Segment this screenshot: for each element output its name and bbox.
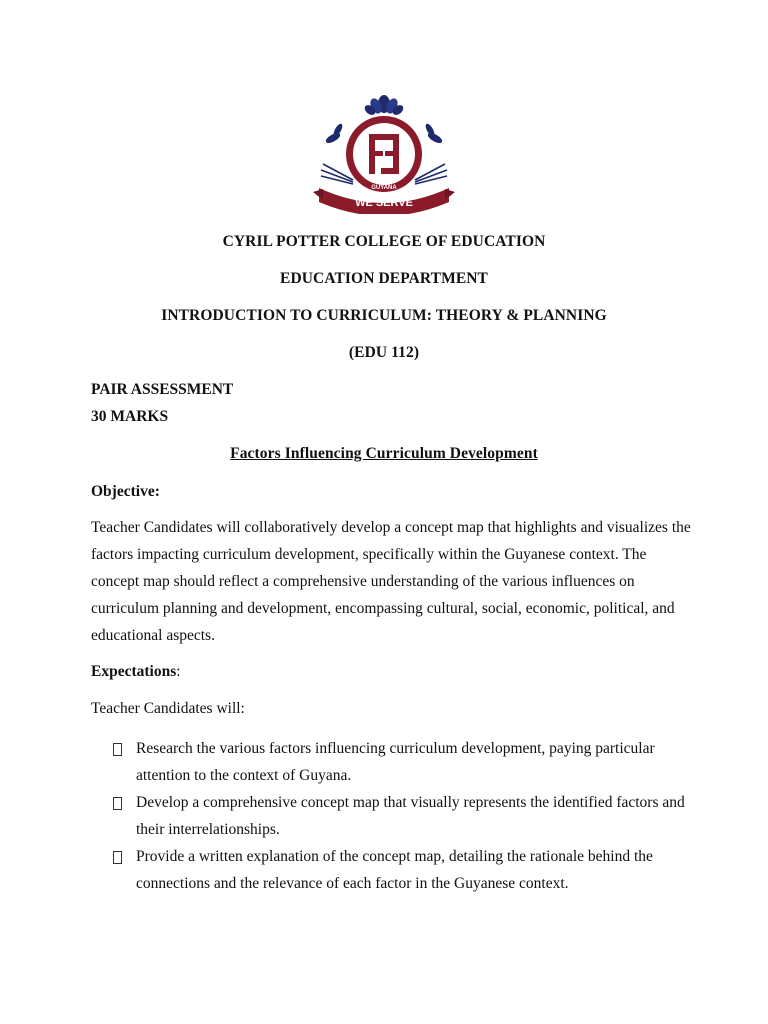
list-item: Research the various factors influencing curriculum development, paying particular attention to the context of Guyana. (112, 735, 692, 789)
list-item: Provide a written explanation of the concept map, detailing the rationale behind the connections and the relevance of each factor in the Guyanese context. (112, 843, 692, 897)
assessment-marks: 30 MARKS (91, 408, 169, 425)
expectations-heading: Expectations: (91, 663, 181, 680)
department-name: EDUCATION DEPARTMENT (280, 270, 488, 287)
document-title: Factors Influencing Curriculum Development (230, 445, 538, 462)
objective-line: Teacher Candidates will collaboratively develop a concept map that highlights and visualizes the (91, 519, 691, 536)
bullet-icon (112, 789, 136, 843)
svg-text:WE SERVE: WE SERVE (355, 197, 413, 209)
course-code: (EDU 112) (348, 344, 420, 361)
expectations-list (112, 735, 692, 897)
list-item: Develop a comprehensive concept map that visually represents the identified factors and their interrelationships. (112, 789, 692, 843)
lotus-icon (363, 95, 405, 117)
college-name: CYRIL POTTER COLLEGE OF EDUCATION (222, 233, 546, 250)
bullet-icon (112, 735, 136, 789)
objective-paragraph (91, 514, 691, 649)
objective-line: concept map should reflect a comprehensive understanding of the various influences on (91, 573, 635, 590)
objective-line: educational aspects. (91, 627, 215, 644)
expectations-intro: Teacher Candidates will: (91, 700, 245, 717)
objective-heading: Objective: (91, 483, 160, 500)
objective-line: factors impacting curriculum development, specifically within the Guyanese context. The (91, 546, 647, 563)
bullet-icon (112, 843, 136, 897)
college-crest-logo (313, 92, 455, 214)
svg-text:GUYANA: GUYANA (371, 185, 397, 191)
objective-line: curriculum planning and development, encompassing cultural, social, economic, political, and (91, 600, 675, 617)
assessment-type: PAIR ASSESSMENT (91, 381, 234, 398)
course-title: INTRODUCTION TO CURRICULUM: THEORY & PLANNING (161, 307, 607, 324)
